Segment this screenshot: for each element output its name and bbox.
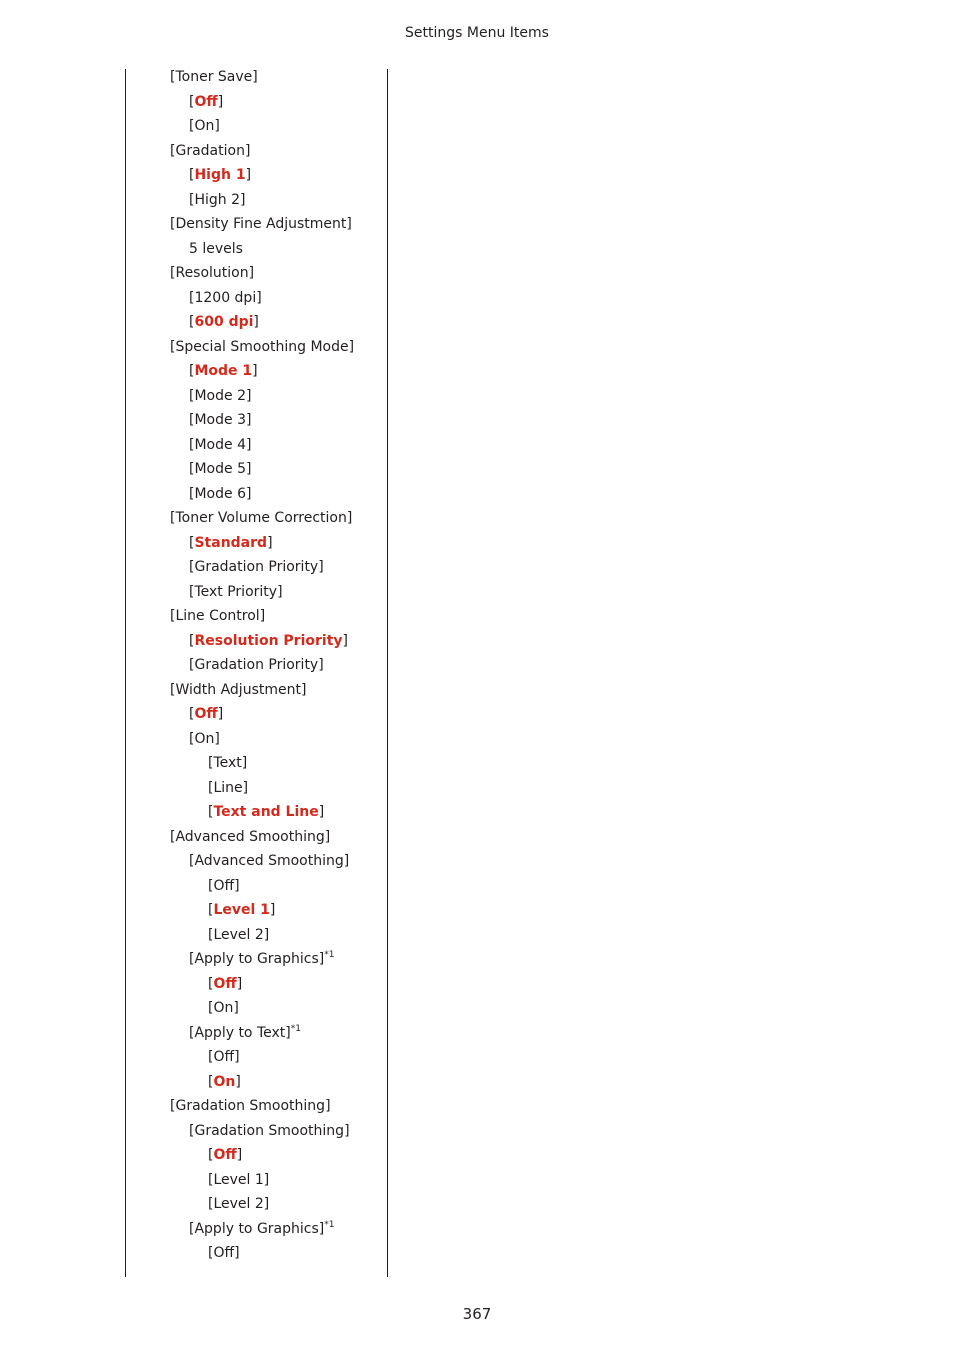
menu-item-label: Mode 3 (194, 412, 246, 428)
menu-item-level-1: [Mode 3] (189, 412, 252, 428)
menu-item-label: Toner Save (175, 69, 253, 85)
menu-item-label: Mode 2 (194, 387, 246, 404)
menu-item-label: Apply to Graphics (194, 1220, 319, 1237)
menu-item-level-1: [Apply to Text]$^{*1}$ (189, 1023, 301, 1041)
menu-item-label: High 2 (194, 191, 241, 208)
menu-item-level-0: [Advanced Smoothing] (170, 828, 331, 845)
menu-item-level-2: [Off] (208, 1147, 243, 1163)
menu-item-level-2: [Off] (208, 1049, 240, 1065)
menu-item-level-1: [Mode 6] (189, 485, 252, 502)
menu-item-level-1: [Gradation Priority] (189, 657, 324, 673)
menu-item-label: Gradation (175, 142, 245, 159)
menu-item-label: Text Priority (194, 583, 278, 600)
page-header-title: Settings Menu Items (405, 25, 549, 41)
menu-item-label: 1200 dpi (194, 289, 257, 306)
settings-menu-list (170, 65, 385, 1266)
menu-item-label: Mode 1 (194, 363, 253, 379)
menu-item-label: 5 levels (189, 240, 243, 257)
menu-item-label: Off (213, 1049, 235, 1065)
menu-item-level-1: [Gradation Smoothing] (189, 1122, 350, 1139)
menu-item-level-2: [Off] (208, 877, 240, 894)
menu-item-label: Off (194, 93, 218, 110)
menu-item-level-1: [Mode 5] (189, 461, 252, 477)
menu-item-level-1: [Mode 4] (189, 436, 252, 453)
menu-item-label: Gradation Smoothing (175, 1098, 326, 1114)
footnote-marker: *1 (290, 1023, 301, 1034)
menu-item-level-1: [600 dpi] (189, 314, 259, 330)
menu-item-level-0: [Line Control] (170, 608, 266, 624)
menu-item-label: On (194, 730, 215, 747)
menu-item-label: Off (213, 1147, 237, 1163)
menu-item-label: Line (213, 779, 243, 796)
menu-item-level-0: [Gradation] (170, 142, 251, 159)
menu-item-label: Resolution Priority (194, 632, 343, 649)
menu-item-label: Apply to Text (194, 1024, 286, 1041)
menu-item-level-2: [Off] (208, 975, 243, 992)
menu-item-label: On (213, 1073, 236, 1090)
menu-item-level-1: [High 1] (189, 167, 252, 183)
menu-item-label: Toner Volume Correction (175, 510, 347, 526)
menu-item-label: Level 1 (213, 1171, 264, 1188)
menu-item-level-2: [Text] (208, 755, 248, 771)
menu-item-label: Level 1 (213, 902, 270, 918)
menu-item-level-1: [Mode 1] (189, 363, 258, 379)
menu-item-level-1: [Gradation Priority] (189, 559, 324, 575)
footnote-marker: *1 (324, 950, 335, 960)
menu-item-level-2: [Level 2] (208, 1196, 270, 1212)
menu-item-level-2: [On] (208, 1000, 239, 1016)
menu-item-level-2: [Level 1] (208, 1171, 270, 1188)
menu-item-label: Density Fine Adjustment (175, 216, 347, 232)
menu-item-level-1: [Resolution Priority] (189, 632, 348, 649)
menu-item-label: Mode 6 (194, 485, 246, 502)
menu-item-level-1: [Apply to Graphics]$^{*1}$ (189, 1219, 335, 1237)
menu-item-label: Gradation Smoothing (194, 1122, 345, 1139)
menu-item-level-1: [Off] (189, 93, 224, 110)
right-column-rule (387, 69, 388, 1277)
menu-item-level-1: [Advanced Smoothing] (189, 853, 350, 869)
menu-item-label: Mode 5 (194, 461, 246, 477)
menu-item-label: Gradation Priority (194, 657, 319, 673)
menu-item-level-0: [Toner Save] (170, 69, 258, 85)
menu-item-level-1: [Text Priority] (189, 583, 283, 600)
footnote-marker: *1 (324, 1219, 335, 1230)
menu-item-label: Special Smoothing Mode (175, 338, 349, 355)
menu-item-label: Level 2 (213, 1196, 264, 1212)
menu-item-level-0: [Width Adjustment] (170, 681, 307, 698)
menu-item-label: Off (213, 877, 235, 894)
menu-item-level-0: [Density Fine Adjustment] (170, 216, 352, 232)
menu-item-level-0: [Resolution] (170, 265, 255, 281)
menu-item-level-1: [Off] (189, 706, 224, 722)
menu-item-level-2: [Level 1] (208, 902, 276, 918)
menu-item-level-2: [On] (208, 1073, 241, 1090)
menu-item-level-0: [Toner Volume Correction] (170, 510, 353, 526)
menu-item-label: Off (194, 706, 218, 722)
menu-item-level-2: [Text and Line] (208, 804, 325, 820)
menu-item-label: Apply to Graphics (194, 951, 319, 967)
menu-item-label: Width Adjustment (175, 681, 301, 698)
menu-item-level-2: [Off] (208, 1245, 240, 1261)
menu-item-label: Advanced Smoothing (194, 853, 344, 869)
menu-item-level-1: [1200 dpi] (189, 289, 262, 306)
menu-item-level-1: [High 2] (189, 191, 246, 208)
left-column-rule (125, 69, 126, 1277)
menu-item-label: On (213, 1000, 234, 1016)
menu-item-level-1: [Standard] (189, 534, 273, 551)
menu-item-label: On (194, 118, 215, 134)
menu-item-label: Gradation Priority (194, 559, 319, 575)
page-number: 367 (462, 1305, 492, 1323)
menu-item-level-0: [Gradation Smoothing] (170, 1098, 331, 1114)
menu-item-label: High 1 (194, 167, 246, 183)
menu-item-label: Advanced Smoothing (175, 828, 325, 845)
menu-item-level-1 (170, 237, 385, 262)
menu-item-label: Off (213, 975, 237, 992)
menu-item-level-1: [Mode 2] (189, 387, 252, 404)
menu-item-label: Standard (194, 534, 268, 551)
menu-item-label: Level 2 (213, 926, 264, 943)
menu-item-level-2: [Line] (208, 779, 249, 796)
menu-item-label: Line Control (175, 608, 260, 624)
menu-item-label: Mode 4 (194, 436, 246, 453)
menu-item-label: Text (213, 755, 242, 771)
menu-item-level-1: [On] (189, 118, 220, 134)
menu-item-label: 600 dpi (194, 314, 254, 330)
menu-item-level-0: [Special Smoothing Mode] (170, 338, 355, 355)
menu-item-label: Text and Line (213, 804, 319, 820)
menu-item-label: Resolution (175, 265, 249, 281)
menu-item-level-2: [Level 2] (208, 926, 270, 943)
menu-item-level-1: [On] (189, 730, 220, 747)
menu-item-label: Off (213, 1245, 235, 1261)
menu-item-level-1: [Apply to Graphics]$^{*1}$ (189, 950, 335, 967)
